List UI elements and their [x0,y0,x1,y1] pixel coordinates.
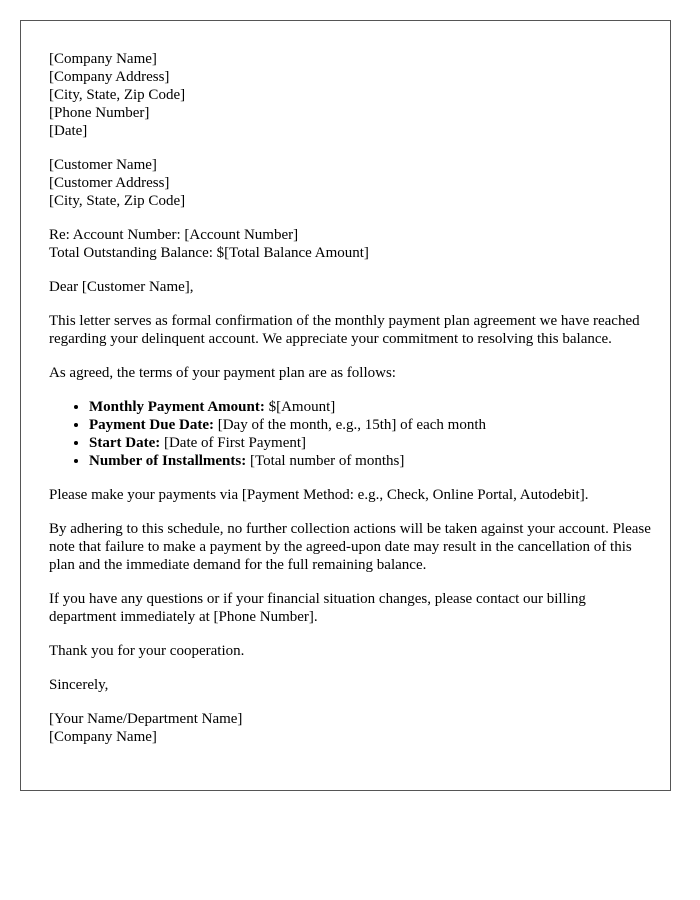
balance-line: Total Outstanding Balance: $[Total Balance Amount] [49,245,369,261]
recipient-address: [Customer Address] [49,175,170,191]
term-item-installments [89,452,651,470]
signature-company: [Company Name] [49,729,157,745]
term-label: Monthly Payment Amount: [89,399,265,415]
signature-block [49,710,651,746]
schedule-paragraph: By adhering to this schedule, no further collection actions will be taken against your account. Please note that failure to make a payment by the agreed-upon date may result in the cancellation of this plan and the immediate demand for the full remaining balance. [49,521,651,573]
terms-list [49,398,651,470]
term-item-due-date [89,416,651,434]
term-value: [Date of First Payment] [160,435,307,451]
thanks-line: Thank you for your cooperation. [49,643,245,659]
sender-phone: [Phone Number] [49,105,150,121]
letter-date: [Date] [49,123,88,139]
term-item-monthly-payment [89,398,651,416]
term-label: Number of Installments: [89,453,247,469]
term-item-start-date [89,434,651,452]
contact-paragraph: If you have any questions or if your financial situation changes, please contact our billing department immediately at [Phone Number]. [49,591,586,625]
recipient-city-state-zip: [City, State, Zip Code] [49,193,186,209]
intro-paragraph: This letter serves as formal confirmation of the monthly payment plan agreement we have reached regarding your delinquent account. We appreciate your commitment to resolving this balance. [49,313,640,347]
term-value: [Total number of months] [246,453,405,469]
term-value: [Day of the month, e.g., 15th] of each month [213,417,486,433]
recipient-name: [Customer Name] [49,157,157,173]
sender-company-name: [Company Name] [49,51,157,67]
term-value: $[Amount] [264,399,336,415]
sender-city-state-zip: [City, State, Zip Code] [49,87,186,103]
closing-line: Sincerely, [49,677,109,693]
term-label: Start Date: [89,435,161,451]
terms-intro: As agreed, the terms of your payment plan are as follows: [49,365,396,381]
sender-block [49,50,651,140]
reference-block [49,226,651,262]
sender-company-address: [Company Address] [49,69,170,85]
recipient-block [49,156,651,210]
term-label: Payment Due Date: [89,417,214,433]
payment-method-paragraph: Please make your payments via [Payment Method: e.g., Check, Online Portal, Autodebit]. [49,487,589,503]
signature-name: [Your Name/Department Name] [49,711,243,727]
account-number-line: Re: Account Number: [Account Number] [49,227,299,243]
letter [20,20,671,791]
salutation: Dear [Customer Name], [49,279,194,295]
